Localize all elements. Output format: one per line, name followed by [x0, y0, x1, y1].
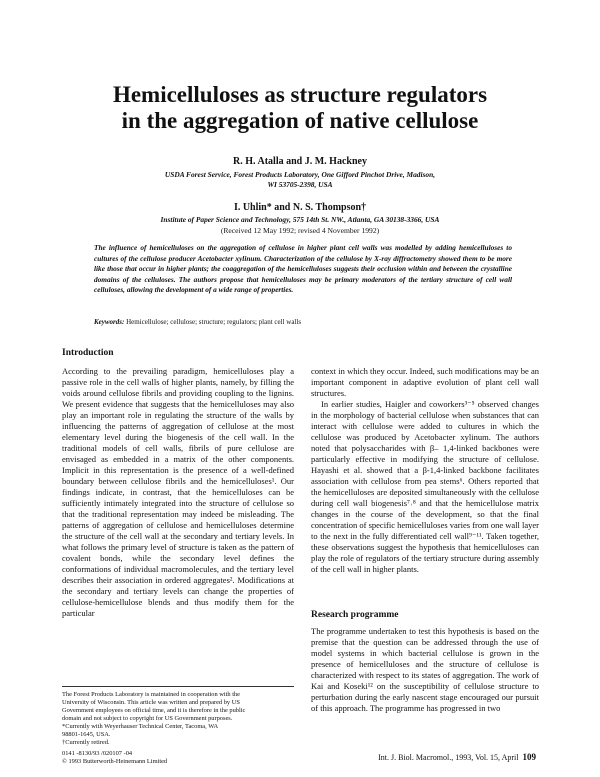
- footnote-line: 98801-1645, USA.: [62, 731, 111, 738]
- footnote-line: The Forest Products Laboratory is maintained in cooperation with the: [62, 691, 241, 698]
- affiliation-2: Institute of Paper Science and Technology, 575 14th St. NW., Atlanta, GA 30138-3366, USA: [160, 215, 440, 224]
- received-dates: (Received 12 May 1992; revised 4 November 1992): [220, 226, 380, 235]
- footnote-line: domain and not subject to copyright for US Government purposes.: [62, 715, 233, 722]
- abstract: The influence of hemicelluloses on the aggregation of cellulose in higher plant cell walls was modelled by adding hemicelluloses to cultures of the cellulose producer Acetobacter xylinum. Characterization of the cellulose by X-ray diffractometry showed them to be more like those that occur in higher plants; the coaggregation of the hemicelluloses suggests their occlusion within and between the crystalline domains of the celluloses. The authors propose that hemicelluloses may be primary moderators of the tertiary structure of cell wall celluloses, allowing the development of a wide range of properties.: [94, 243, 512, 294]
- footnote-line: †Currently retired.: [62, 739, 110, 746]
- keywords-label: Keywords:: [94, 318, 125, 326]
- right-column-bottom: [311, 626, 539, 714]
- footnote-line: University of Wisconsin. This article was written and prepared by US: [62, 699, 240, 706]
- affiliation-1-line-2: WI 53705-2398, USA: [267, 180, 333, 189]
- right-column-top: [311, 366, 539, 575]
- affiliation-1-line-1: USDA Forest Service, Forest Products Laboratory, One Gifford Pinchot Drive, Madison,: [164, 170, 436, 179]
- footnotes: [62, 691, 294, 747]
- authors-group-2: I. Uhlin* and N. S. Thompson†: [233, 202, 367, 213]
- section-heading-research-programme: Research programme: [311, 610, 399, 620]
- right-paragraph-2: In earlier studies, Haigler and coworkers³⁻⁵ observed changes in the morphology of bacterial cellulose when substances that can interact with cellulose were added to cultures in which the cellulose was produced by Acetobacter xylinum. The authors noted that polysaccharides with β– 1,4-linked backbones were particularly effective in modifying the structure of cellulose. Hayashi et al. showed that a β-1,4-linked backbone facilitates association with cellulose from pea stems⁶. Others reported that the hemicelluloses are deposited simultaneously with the cellulose during cell wall biogenesis⁷˒⁸ and that the hemicellulose matrix changes in the course of the development, so that the final concentration of specific hemicelluloses varies from one wall layer to the next in the fully differentiated cell wall⁹⁻¹¹. Taken together, these observations suggest the hypothesis that hemicelluloses can play the role of regulators of the tertiary structure during assembly of the cell wall in higher plants.: [311, 399, 539, 574]
- affiliation-1: [0, 170, 600, 190]
- title-line-1: Hemicelluloses as structure regulators: [112, 82, 488, 107]
- paper-title: [0, 82, 600, 134]
- keywords-text: Hemicellulose; cellulose; structure; regulators; plant cell walls: [126, 318, 302, 326]
- issn: 0141 -8130/93 /020107 -04: [62, 750, 133, 757]
- intro-paragraph: According to the prevailing paradigm, hemicelluloses play a passive role in the cell walls of higher plants, namely, by filling the voids around cellulose fibrils and providing coupling to the lignins. We present evidence that suggests that the hemicelluloses may also play an important role in regulating the structure of the walls by influencing the patterns of aggregation of cellulose at the most elementary level during the biogenesis of the cell wall. In the traditional models of cell walls, fibrils of pure cellulose are envisaged as embedded in a matrix of the other components. Implicit in this representation is the presence of a well-defined boundary between cellulose fibrils and the hemicelluloses¹. Our findings indicate, in contrast, that the hemicelluloses can be sufficiently intimately integrated into the structure of cellulose so that the traditional representation may indeed be misleading. The patterns of aggregation of cellulose and hemicelluloses determine the structure of the cell wall at the secondary and tertiary levels. In what follows the primary level of structure is taken as the pattern of covalent bonds, while the secondary level defines the conformations of individual macromolecules, and the tertiary level describes their association in ordered aggregates². Modifications at the secondary and tertiary levels can change the properties of cellulose-hemicellulose blends and thus modify them for the particular: [62, 366, 294, 618]
- right-paragraph-1: context in which they occur. Indeed, such modifications may be an important component in adaptive evolution of plant cell wall structures.: [311, 366, 539, 398]
- journal-footer: [378, 752, 536, 762]
- section-heading-introduction: Introduction: [62, 348, 114, 358]
- footnote-rule: [62, 686, 294, 687]
- issn-copyright: [62, 750, 167, 766]
- page-number: 109: [522, 752, 536, 762]
- keywords: [94, 318, 301, 326]
- research-paragraph: The programme undertaken to test this hypothesis is based on the premise that the question can be addressed through the use of model systems in which bacterial cellulose is grown in the presence of hemicelluloses and the structure of cellulose is characterized with respect to its states of aggregation. The work of Kai and Koseki¹² on the susceptibility of cellulose structure to perturbation during the early nascent stage encouraged our pursuit of this approach. The programme has progressed in two: [311, 626, 539, 713]
- journal-citation: Int. J. Biol. Macromol., 1993, Vol. 15, April: [378, 753, 519, 762]
- copyright: © 1993 Butterworth-Heinemann Limited: [62, 758, 168, 765]
- title-line-2: in the aggregation of native cellulose: [121, 108, 479, 133]
- left-column: [62, 366, 294, 619]
- footnote-line: *Currently with Weyerhauser Technical Center, Tacoma, WA: [62, 723, 219, 730]
- footnote-line: Government employees on official time, and it is therefore in the public: [62, 707, 246, 714]
- authors-group-1: R. H. Atalla and J. M. Hackney: [233, 156, 367, 167]
